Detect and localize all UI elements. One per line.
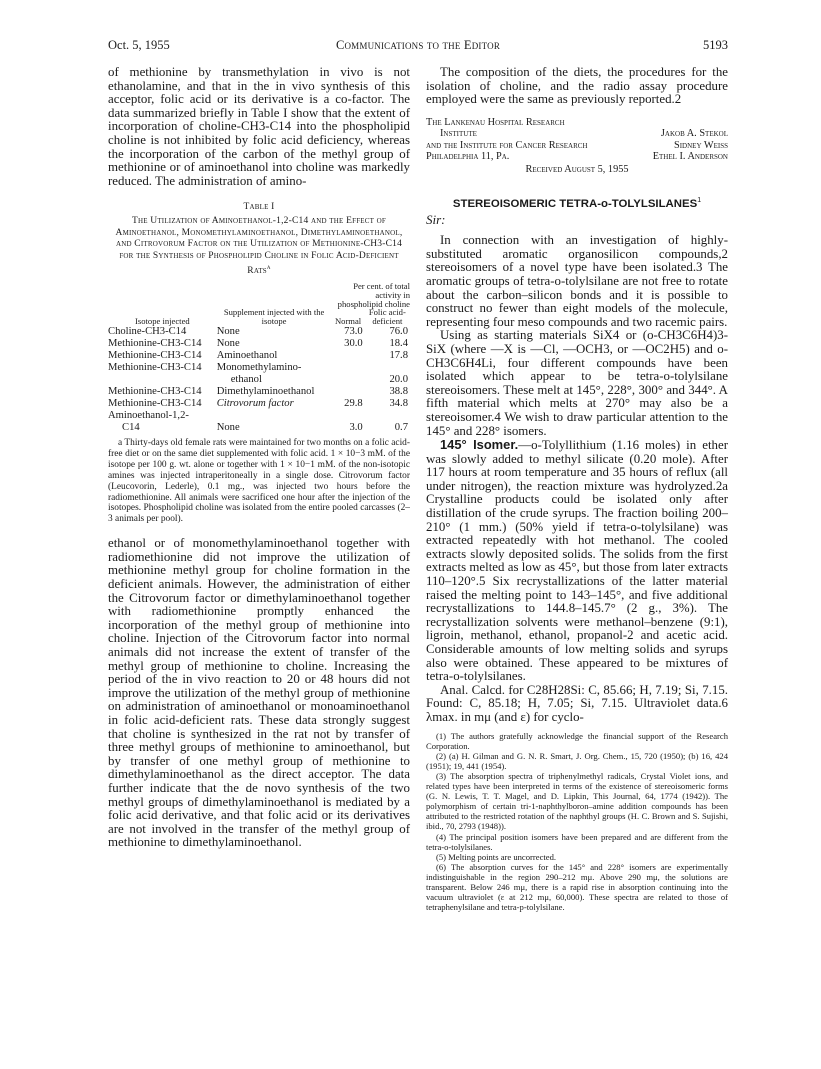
table-row: ethanol 20.0 — [230, 374, 408, 386]
right-paragraph-5: Anal. Calcd. for C28H28Si: C, 85.66; H, 7.19; Si, 7.15. Found: C, 85.18; H, 7.05; Si, 7.15. Ultraviolet data.6 λmax. in mμ (and ε) for cyclo- — [426, 682, 728, 724]
author-name: Jakob A. Stekol — [660, 128, 728, 140]
right-paragraph-3: Using as starting materials SiX4 or (o-CH3C6H4)3-SiX (where —X is —Cl, —OCH3, or —OC2H5) and o-CH3C6H4Li, four different compounds have been isolated which appear to be tetra-o-tolylsilane stereoisomers. These melt at 145°, 228°, 300° and 344°. A fifth material which melts at 270° may also be a stereoisomer.4 We wish to draw particular attention to the 145° and 228° isomers. — [426, 328, 728, 438]
affiliation-line: The Lankenau Hospital Research — [426, 116, 565, 128]
table-title: Table I — [243, 202, 275, 213]
footnote: (5) Melting points are uncorrected. — [436, 851, 557, 862]
footnote: (3) The absorption spectra of triphenylmethyl radicals, Crystal Violet ions, and related types have been interpreted in terms of the existence of stereoisomeric forms (G. N. Lewis, T. T. Magel, and D. Lipkin, This Journal, 64, 1774 (1942)). The polymorphism of certain tri-1-naphthylboron–amine addition compounds has been attributed to the restricted rotation of the naphthyl groups (H. C. Brown and S. Sujishi, ibid., 70, 2793 (1948)). — [426, 770, 728, 832]
running-header — [108, 38, 728, 54]
right-paragraph-4: 145° Isomer.—o-Tolyllithium (1.16 moles) in ether was slowly added to methyl silicate (0.20 mole). After 117 hours at room temperature and 35 hours of reflux (all under nitrogen), the reaction mixture was hydrolyzed.2a Crystalline products could be isolated only after distillation of the crude syrups. The fraction boiling 200–210° (1 mm.) (50% yield if tetra-o-tolylsilane) was extracted repeatedly with hot methanol. The cooled extracts slowly deposited solids. The solids from the first extracts melted as low as 45°, but those from later extracts 110–120°.5 Six recrystallizations of the latter material raised the melting point to 143–145°, and five additional recrystallizations to 144.8–145.7° (2 g., 3%). The recrystallization solvents were methanol–benzene (9:1), ligroin, methanol, ethanol, propanol-2 and acetic acid. Considerable amounts of low melting solids and syrups also were obtained. These appeared to be mixtures of tetra-o-tolylsilanes. — [426, 437, 729, 684]
author-name: Sidney Weiss — [674, 139, 728, 151]
right-column — [426, 66, 728, 914]
salutation: Sir: — [426, 212, 446, 228]
footnotes — [426, 731, 728, 913]
affiliation-line: Philadelphia 11, Pa. — [426, 151, 510, 162]
data-table — [108, 282, 410, 434]
affiliation-line: and the Institute for Cancer Research — [426, 139, 588, 151]
header-journal-section: Communications to the Editor — [335, 38, 501, 52]
right-paragraph-2: In connection with an investigation of highly-substituted aromatic organosilicon compounds,2 stereoisomers of a novel type have been isolated.3 The aromatic groups of tetra-o-tolylsilane are not free to rotate about the carbon–silicon bonds and it is possible to construct no fewer than eight models of the molecule, representing four meso compounds and two racemic pairs. — [426, 233, 728, 329]
section-heading-145: 145° Isomer. — [440, 437, 519, 453]
left-paragraph-2: ethanol or of monomethylaminoethanol together with radiomethionine did not improve the utilization of methionine methyl group for choline formation in the deficient animals. However, the administration of either the Citrovorum factor or dimethylaminoethanol together with radiomethionine promptly enhanced the incorporation of the methyl group of methionine into choline. Injection of the Citrovorum factor into normal animals did not increase the extent of transfer of the methyl group of methionine to choline. Increasing the period of the in vivo reaction to 20 or 48 hours did not improve the utilization of the methyl group of methionine on administration of aminoethanol or monoaminoethanol in folic acid-deficient rats. These data strongly suggest that choline is synthesized in the rat not by transfer of three methyl groups of methionine to aminoethanol, but by transfer of one methyl group of methionine to dimethylaminoethanol as the direct acceptor. The data further indicate that the de novo synthesis of the two methyl groups of dimethylaminoethanol is mediated by a folic acid derivative, and that folic acid or its derivatives are not involved in the transfer of the methyl group of methionine to dimethylaminoethanol. — [108, 536, 410, 850]
table-header-normal: Normal — [334, 316, 362, 327]
author-name: Ethel I. Anderson — [652, 151, 728, 162]
footnote: (2) (a) H. Gilman and G. N. R. Smart, J. Org. Chem., 15, 720 (1950); (b) 16, 424 (1951); 19, 441 (1954). — [426, 750, 728, 771]
author-affiliation-block — [426, 117, 728, 163]
table-row: Aminoethanol-1,2- — [108, 410, 189, 422]
table-row: Methionine-CH3-C14 None 30.0 18.4 — [108, 338, 408, 350]
left-paragraph-1: of methionine by transmethylation in vivo is not ethanolamine, and that in the in vivo synthesis of this acceptor, folic acid or its derivative is a co-factor. The data summarized briefly in Table I show that the extent of incorporation of choline-CH3-C14 into the phospholipid choline is not inhibited by folic acid deficiency, whereas the incorporation of the carbon of the methyl group of methionine or of aminoethanol into choline was markedly reduced. The administration of amino- — [108, 65, 410, 188]
footnote: (1) The authors gratefully acknowledge the financial support of the Research Corporation. — [426, 730, 728, 751]
table-row: Methionine-CH3-C14 Monomethylamino- — [108, 362, 302, 374]
footnote: (4) The principal position isomers have been prepared and are different from the tetra-o-tolylsilanes. — [426, 831, 728, 852]
received-date: Received August 5, 1955 — [525, 164, 629, 176]
table-footnote: a Thirty-days old female rats were maintained for two months on a folic acid-free diet or on the same diet supplemented with folic acid. 1 × 10−3 mM. of the isotope per 100 g. wt. alone or together with 1 × 10−1 mM. of the non-isotopic amines was injected intraperitoneally in a single dose. Citrovorum factor (Leucovorin, Lederle), 0.1 mg., was injected two hours before the radiomethionine. All animals were sacrificed one hour after the injection of the isotopes. Phospholipid choline was isolated from the entire pooled carcasses (2–3 animals per pool). — [108, 438, 410, 525]
table-row: Methionine-CH3-C14 Dimethylaminoethanol 38.8 — [108, 386, 408, 398]
article-title-mark: 1 — [697, 197, 702, 205]
table-caption: The Utilization of Aminoethanol-1,2-C14 and the Effect of Aminoethanol, Monomethylaminoethanol, Dimethylaminoethanol, and Citrovorum Factor on the Utilization of Methionine-CH3-C14 for the Synthesis of Phospholipid Choline in Folic Acid-Deficient Rats$^a$ — [115, 215, 403, 277]
table-row: Methionine-CH3-C14 Aminoethanol 17.8 — [108, 350, 408, 362]
table-header-isotope: Isotope injected — [135, 316, 190, 327]
left-column — [108, 66, 410, 850]
article-title: STEREOISOMERIC TETRA-o-TOLYLSILANES$^1$ — [452, 197, 702, 211]
table-row: Choline-CH3-C14 None 73.0 76.0 — [108, 326, 408, 338]
table-header-supplement: Supplement injected with the isotope — [223, 307, 325, 327]
table-caption-mark: a — [266, 263, 271, 272]
table-row: Methionine-CH3-C14 Citrovorum factor 29.8 34.8 — [108, 398, 408, 410]
right-paragraph-1: The composition of the diets, the procedures for the isolation of choline, and the radio assay procedure employed were the same as previously reported.2 — [426, 65, 728, 107]
table-row: C14 None 3.0 0.7 — [122, 422, 408, 434]
table-header-deficient: Folic acid-deficient — [368, 307, 406, 327]
header-page-number: 5193 — [703, 38, 728, 52]
table-group-header: Per cent. of total activity in phospholipid choline — [337, 281, 410, 309]
header-date: Oct. 5, 1955 — [108, 38, 170, 52]
affiliation-line: Institute — [440, 128, 477, 140]
footnote: (6) The absorption curves for the 145° and 228° isomers are experimentally indistinguishable in the region 290–212 mμ. Above 290 mμ, the solutions are transparent. Below 246 mμ, there is a rapid rise in absorption continuing into the vacuum ultraviolet (ε at 212 mμ, 60,000). These spectra are related to those of tetraphenylsilane and tetra-p-tolylsilane. — [426, 861, 728, 913]
